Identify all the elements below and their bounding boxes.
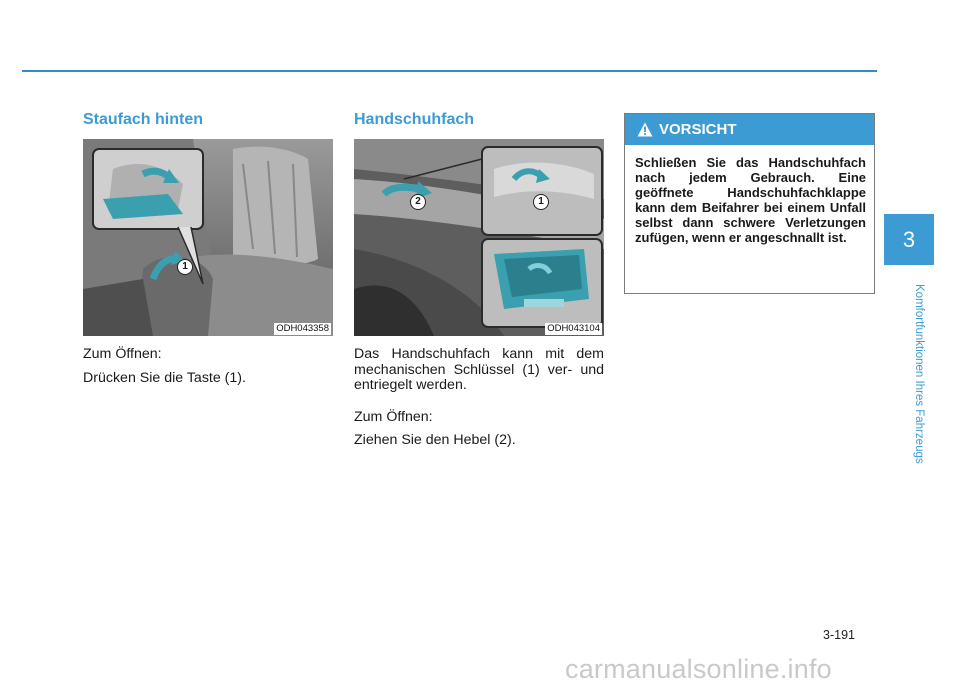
paragraph: Zum Öffnen: <box>83 346 162 362</box>
caution-box <box>624 113 875 294</box>
paragraph: Drücken Sie die Taste (1). <box>83 369 246 386</box>
paragraph: Ziehen Sie den Hebel (2). <box>354 432 516 448</box>
figure-code: ODH043358 <box>276 323 329 334</box>
callout-badge-1: 1 <box>177 259 193 275</box>
section-heading-glove-box: Handschuhfach <box>354 111 475 128</box>
glove-box-illustration <box>354 139 604 336</box>
caution-text: Schließen Sie das Handschuhfach nach jedem Gebrauch. Eine geöffnete Handschuhfachklappe kann dem Beifahrer bei einem Unfall selbst dann schwere Verletzungen zufügen, wenn er angeschnallt ist. <box>635 155 866 245</box>
caution-header <box>625 114 874 145</box>
warning-triangle-icon <box>637 122 653 137</box>
caution-title: VORSICHT <box>659 121 737 138</box>
paragraph: Das Handschuhfach kann mit dem mechanischen Schlüssel (1) ver- und entriegelt werden. <box>354 346 604 393</box>
glove-box-figure <box>354 139 604 336</box>
section-heading-rear-storage: Staufach hinten <box>83 111 204 128</box>
chapter-title: Komfortfunktionen Ihres Fahrzeugs <box>913 284 925 464</box>
rear-storage-text <box>83 347 333 394</box>
callout-badge-1: 1 <box>533 194 549 210</box>
paragraph: Zum Öffnen: <box>354 408 433 425</box>
chapter-tab: 3 <box>884 214 934 265</box>
top-rule <box>22 70 877 72</box>
figure-code: ODH043104 <box>547 323 600 334</box>
watermark: carmanualsonline.info <box>565 654 832 684</box>
rear-storage-figure <box>83 139 333 336</box>
page-number: 3-191 <box>823 628 855 642</box>
glove-box-text <box>354 347 604 457</box>
callout-badge-2: 2 <box>410 194 426 210</box>
chapter-title-vertical <box>909 284 925 484</box>
rear-seat-illustration <box>83 139 333 336</box>
